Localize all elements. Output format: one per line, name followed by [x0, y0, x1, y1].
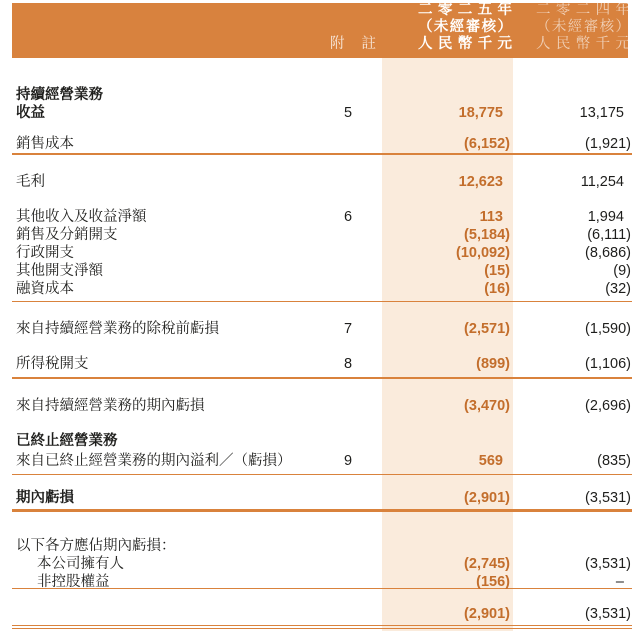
value-2024: –	[615, 573, 624, 590]
table-row	[12, 262, 631, 280]
value-2025: (899)	[476, 356, 510, 372]
note-column-header	[330, 36, 376, 53]
value-2024: (32)	[605, 280, 631, 297]
row-label: 銷售及分銷開支	[16, 226, 118, 243]
value-2024-cell	[510, 208, 628, 226]
row-label: 本公司擁有人	[37, 555, 124, 572]
table-header-band	[12, 3, 628, 58]
divider-rule	[12, 474, 632, 476]
value-2024: (9)	[613, 262, 631, 279]
currency-2025-label: 人民幣千元	[418, 36, 512, 52]
table-row	[12, 104, 628, 122]
value-2024-cell	[510, 104, 628, 122]
value-2024: (6,111)	[587, 226, 631, 243]
value-2025-cell	[379, 489, 510, 507]
divider-rule	[12, 509, 632, 512]
value-2024-cell	[510, 605, 631, 623]
table-row	[12, 244, 631, 262]
note-cell: 6	[343, 208, 353, 225]
row-label: 其他收入及收益淨額	[16, 208, 147, 225]
table-row	[12, 173, 628, 191]
value-2025-cell	[379, 555, 510, 573]
value-2025: (2,745)	[464, 555, 510, 572]
table-row	[12, 555, 631, 573]
value-2025-cell	[379, 226, 510, 244]
table-row	[12, 355, 631, 373]
divider-rule	[12, 301, 632, 303]
value-2025: (15)	[484, 262, 510, 279]
value-2024-cell	[510, 452, 631, 470]
value-2024: (3,531)	[585, 606, 631, 622]
value-2024: (8,686)	[585, 244, 631, 261]
row-label: 所得稅開支	[16, 356, 89, 372]
value-2024-cell	[510, 537, 628, 555]
row-label: 已終止經營業務	[16, 432, 118, 449]
value-2025: (2,901)	[464, 490, 510, 506]
table-row	[12, 537, 628, 555]
value-2025-cell	[379, 208, 510, 226]
value-2024-cell	[510, 135, 631, 153]
value-2025-cell	[379, 605, 510, 623]
value-2024: (2,696)	[585, 397, 631, 414]
value-2025: (10,092)	[455, 244, 510, 261]
value-2024-cell	[510, 320, 631, 338]
row-label: 期內虧損	[16, 490, 74, 506]
row-label: 銷售成本	[16, 136, 74, 152]
value-2025: (2,571)	[464, 321, 510, 337]
value-2024: (1,590)	[585, 321, 631, 337]
table-row	[12, 135, 631, 153]
value-2025-cell	[379, 397, 510, 415]
row-label: 持續經營業務	[16, 87, 103, 103]
year-2024-label: 二零二四年	[536, 2, 630, 18]
value-2025: 113	[479, 208, 503, 225]
value-2025: (5,184)	[464, 226, 510, 243]
value-2025: 12,623	[458, 173, 503, 190]
table-row	[12, 452, 631, 470]
value-2024: (3,531)	[585, 555, 631, 572]
value-2025-cell	[379, 573, 510, 591]
year-2025-label: 二零二五年	[418, 2, 512, 18]
value-2025-cell	[379, 104, 510, 122]
value-2025-cell	[379, 320, 510, 338]
value-2025-cell	[379, 537, 510, 555]
row-label: 其他開支淨額	[16, 262, 103, 279]
value-2025: (16)	[484, 280, 510, 297]
row-label: 毛利	[16, 173, 45, 190]
value-2025-cell	[379, 244, 510, 262]
column-header-2024	[536, 2, 630, 53]
row-label: 來自持續經營業務的除稅前虧損	[16, 321, 219, 337]
note-cell: 7	[343, 321, 353, 337]
note-cell: 9	[343, 452, 353, 469]
row-label: 融資成本	[16, 280, 74, 297]
value-2025-cell	[379, 86, 510, 104]
unaudited-2024-label: （未經審核）	[536, 19, 630, 35]
row-label: 收益	[16, 105, 45, 121]
value-2025-cell	[379, 262, 510, 280]
value-2024-cell	[510, 573, 628, 591]
table-row	[12, 489, 631, 507]
value-2025: 18,775	[458, 105, 503, 121]
divider-rule	[12, 153, 632, 155]
value-2024-cell	[510, 432, 628, 450]
value-2025: (156)	[476, 573, 510, 590]
value-2025-cell	[379, 355, 510, 373]
value-2024: 1,994	[587, 208, 624, 225]
row-label: 來自已終止經營業務的期內溢利／（虧損）	[16, 452, 292, 469]
value-2024: (835)	[597, 452, 631, 469]
table-row	[12, 397, 631, 415]
value-2024: (3,531)	[585, 490, 631, 506]
row-label: 以下各方應佔期內虧損：	[16, 537, 176, 554]
table-row	[12, 208, 628, 226]
table-row	[12, 226, 631, 244]
value-2024-cell	[510, 397, 631, 415]
value-2024-cell	[510, 280, 631, 298]
value-2025-cell	[379, 135, 510, 153]
row-label: 非控股權益	[37, 573, 110, 590]
table-row	[12, 280, 631, 298]
value-2025-cell	[379, 280, 510, 298]
column-header-2025	[418, 2, 512, 53]
value-2025: 569	[478, 452, 503, 469]
row-label: 來自持續經營業務的期內虧損	[16, 397, 205, 414]
value-2025: (3,470)	[464, 397, 510, 414]
value-2024-cell	[510, 226, 631, 244]
unaudited-2025-label: （未經審核）	[418, 19, 512, 35]
note-header-label: 附註	[330, 36, 376, 52]
value-2024-cell	[510, 262, 631, 280]
value-2024: (1,921)	[585, 136, 631, 152]
income-statement-table	[12, 58, 631, 629]
value-2024-cell	[510, 555, 631, 573]
table-row	[12, 605, 631, 623]
value-2024-cell	[510, 244, 631, 262]
divider-rule	[12, 625, 632, 629]
value-2025: (6,152)	[464, 136, 510, 152]
value-2024-cell	[510, 86, 628, 104]
value-2025-cell	[379, 432, 510, 450]
table-row	[12, 320, 631, 338]
note-cell: 8	[343, 356, 353, 372]
value-2024-cell	[510, 173, 628, 191]
note-cell: 5	[343, 105, 353, 121]
value-2024-cell	[510, 489, 631, 507]
value-2025-cell	[379, 452, 510, 470]
table-row	[12, 432, 628, 450]
divider-rule	[12, 377, 632, 379]
value-2025-cell	[379, 173, 510, 191]
row-label: 行政開支	[16, 244, 74, 261]
value-2025: (2,901)	[464, 606, 510, 622]
value-2024: 13,175	[579, 105, 624, 121]
value-2024-cell	[510, 355, 631, 373]
value-2024: (1,106)	[585, 356, 631, 372]
table-row	[12, 86, 628, 104]
currency-2024-label: 人民幣千元	[536, 36, 630, 52]
value-2024: 11,254	[580, 173, 624, 190]
